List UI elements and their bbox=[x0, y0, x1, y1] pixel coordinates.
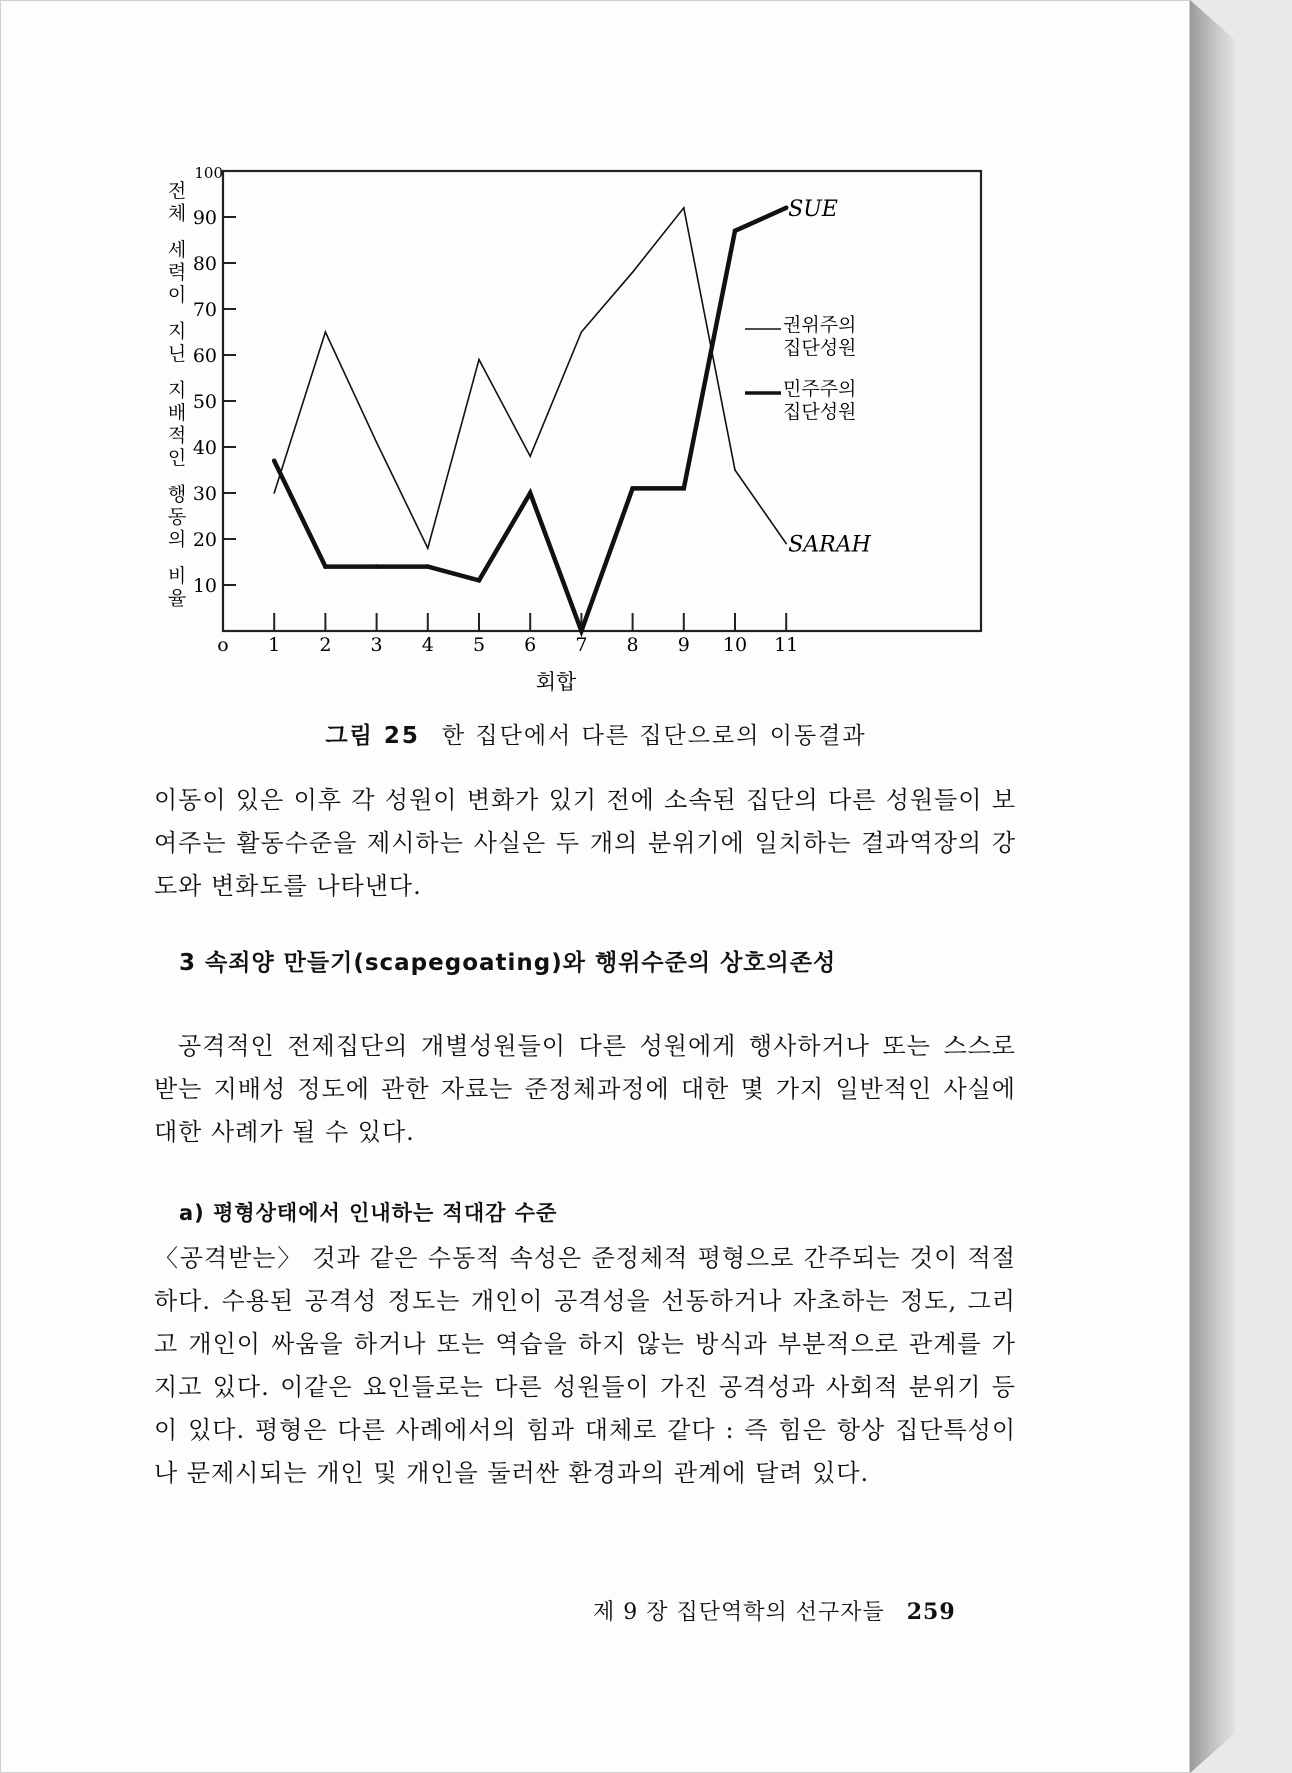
y-tick-label: 40 bbox=[192, 437, 217, 459]
figure-number: 그림 25 bbox=[325, 723, 420, 749]
data-point-sarah bbox=[376, 442, 378, 444]
x-tick-label: 10 bbox=[722, 634, 748, 656]
page-stack-edge bbox=[1190, 0, 1235, 1773]
legend-label-line1: 권위주의 bbox=[783, 314, 857, 336]
series-label-sarah: SARAH bbox=[788, 532, 871, 558]
chart-legend bbox=[745, 313, 856, 423]
data-point-sue bbox=[477, 578, 482, 583]
data-point-sarah bbox=[581, 331, 583, 333]
data-point-sue bbox=[374, 564, 379, 569]
paragraph-1: 이동이 있은 이후 각 성원이 변화가 있기 전에 소속된 집단의 다른 성원들이 보여주는 활동수준을 제시하는 사실은 두 개의 분위기에 일치하는 결과역장의 강도와 변화도를 나타낸다. bbox=[154, 786, 1016, 900]
figure-title: 한 집단에서 다른 집단으로의 이동결과 bbox=[441, 723, 867, 749]
paragraph-3: 〈공격받는〉 것과 같은 수동적 속성은 준정체적 평형으로 간주되는 것이 적절하다. 수용된 공격성 정도는 개인이 공격성을 선동하거나 자초하는 정도, 그리고 개인이 싸움을 하거나 또는 역습을 하지 않는 방식과 부분적으로 관계를 가지고 있다. 이같은 요인들로는 다른 성원들이 가진 공격성과 사회적 분위기 등이 있다. 평형은 다른 사례에서의 힘과 대체로 같다 : 즉 힘은 항상 집단특성이나 문제시되는 개인 및 개인을 둘러싼 환경과의 관계에 달려 있다. bbox=[154, 1244, 1016, 1487]
y-axis-label-text: 전 체 세 력 이 지 닌 지 배 적 인 행 동 의 비 율 bbox=[167, 180, 187, 610]
y-axis-ticks bbox=[193, 164, 236, 597]
x-tick-label: 5 bbox=[472, 634, 486, 656]
x-tick-label: 6 bbox=[524, 634, 537, 656]
legend-label-line1: 민주주의 bbox=[783, 378, 857, 400]
page-footer bbox=[593, 1595, 956, 1626]
y-tick-label: 50 bbox=[192, 391, 217, 413]
y-tick-label: 70 bbox=[192, 299, 217, 321]
page-edge-corner-bottom bbox=[1190, 1733, 1235, 1773]
data-point-sue bbox=[733, 229, 738, 234]
y-tick-label: 20 bbox=[192, 529, 217, 551]
chapter-title: 제 9 장 집단역학의 선구자들 bbox=[593, 1600, 885, 1625]
plot-frame bbox=[223, 171, 981, 631]
data-point-sarah bbox=[273, 492, 275, 494]
data-point-sarah bbox=[632, 271, 634, 273]
x-axis-ticks bbox=[217, 613, 798, 656]
y-tick-label: 80 bbox=[192, 253, 217, 275]
x-tick-label: 11 bbox=[774, 634, 799, 656]
y-tick-label: 10 bbox=[192, 575, 217, 597]
data-point-sue bbox=[426, 564, 431, 569]
data-point-sarah bbox=[325, 331, 327, 333]
series-label-sue: SUE bbox=[788, 196, 838, 222]
paragraph-2: 공격적인 전제집단의 개별성원들이 다른 성원에게 행사하거나 또는 스스로 받는 지배성 정도에 관한 자료는 준정체과정에 대한 몇 가지 일반적인 사실에 대한 사례가 될 수 있다. bbox=[154, 1032, 1016, 1146]
page-number: 259 bbox=[906, 1599, 956, 1625]
x-tick-label: 4 bbox=[421, 634, 434, 656]
y-tick-label: 30 bbox=[192, 483, 217, 505]
x-tick-label: 7 bbox=[575, 634, 588, 656]
x-tick-label: 3 bbox=[370, 634, 383, 656]
x-tick-label: 2 bbox=[319, 634, 332, 656]
data-point-sarah bbox=[427, 547, 429, 549]
data-point-sue bbox=[630, 486, 635, 491]
x-tick-label: 8 bbox=[626, 634, 639, 656]
y-tick-label: 100 bbox=[194, 164, 223, 182]
legend-label-line2: 집단성원 bbox=[783, 401, 857, 423]
x-tick-label: 9 bbox=[677, 634, 690, 656]
data-point-sue bbox=[579, 629, 584, 634]
legend-label-line2: 집단성원 bbox=[783, 337, 857, 359]
figure-caption bbox=[1, 717, 1191, 750]
x-tick-label: 1 bbox=[268, 634, 281, 656]
data-point-sarah bbox=[529, 455, 531, 457]
series-line-sue bbox=[274, 208, 786, 631]
data-point-sue bbox=[682, 486, 687, 491]
data-point-sue bbox=[272, 459, 277, 464]
page-edge-corner-top bbox=[1190, 0, 1235, 40]
x-tick-label: o bbox=[217, 634, 229, 656]
y-tick-label: 60 bbox=[192, 345, 217, 367]
data-point-sarah bbox=[785, 543, 787, 545]
y-axis-label bbox=[168, 180, 186, 610]
data-point-sue bbox=[528, 491, 533, 496]
data-point-sarah bbox=[683, 207, 685, 209]
data-point-sue bbox=[323, 564, 328, 569]
subsection-heading: a) 평형상태에서 인내하는 적대감 수준 bbox=[179, 1201, 558, 1225]
data-point-sarah bbox=[734, 469, 736, 471]
data-point-sarah bbox=[478, 359, 480, 361]
y-tick-label: 90 bbox=[192, 207, 217, 229]
series-lines bbox=[272, 206, 789, 634]
x-axis-label: 회합 bbox=[535, 670, 577, 694]
section-heading: 3 속죄양 만들기(scapegoating)와 행위수준의 상호의존성 bbox=[179, 950, 837, 976]
line-chart bbox=[1, 1, 1191, 701]
